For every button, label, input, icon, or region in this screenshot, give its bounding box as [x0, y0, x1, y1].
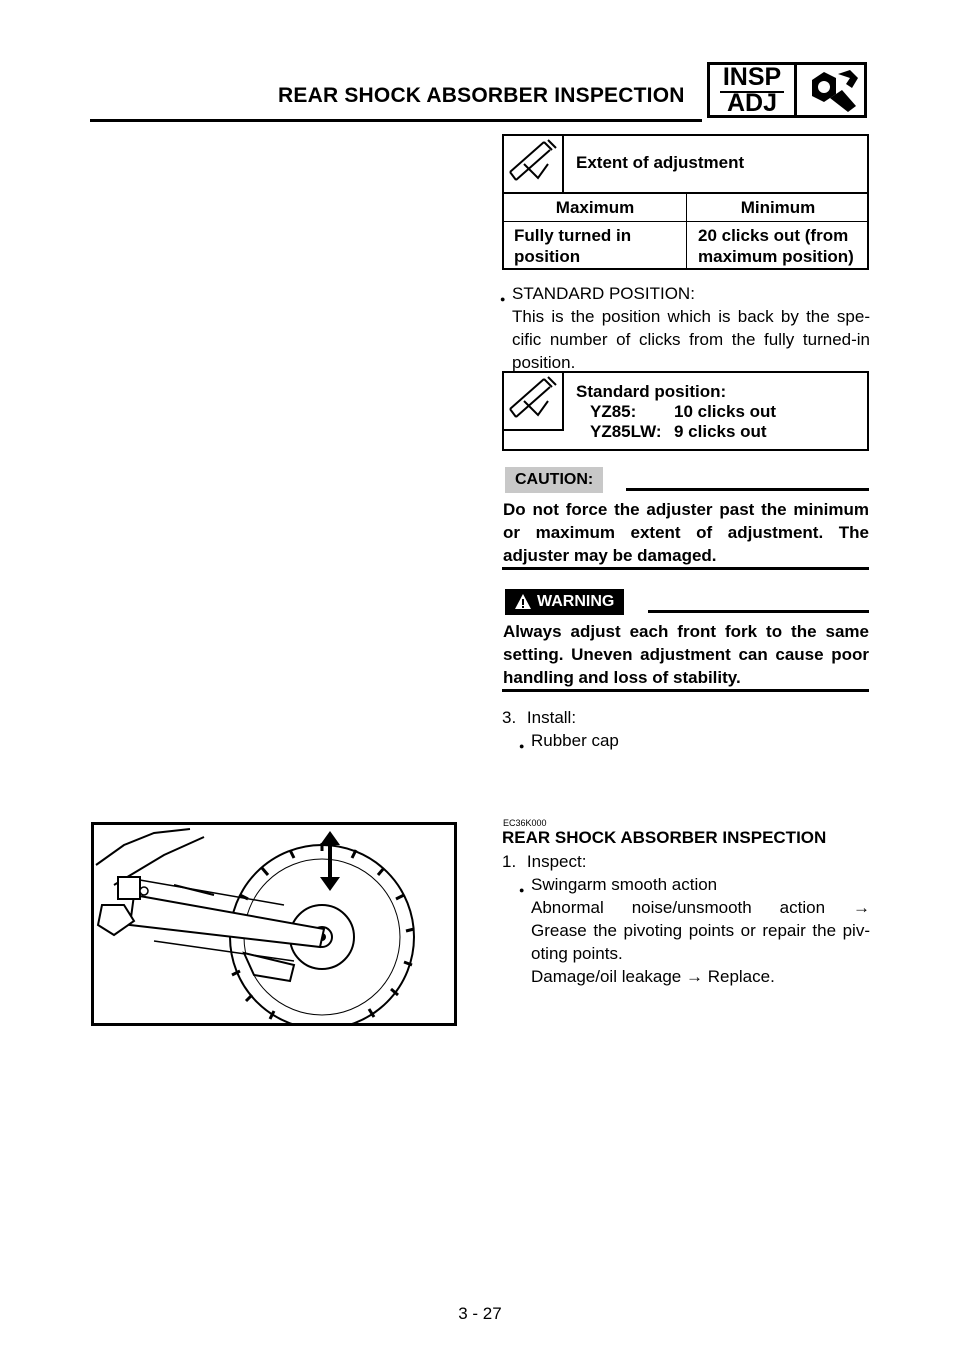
section-code: EC36K000	[503, 818, 547, 828]
illustration-drawing	[94, 825, 454, 1023]
model-value: 10 clicks out	[674, 402, 777, 421]
caliper-icon	[504, 373, 562, 429]
spec-row	[576, 402, 776, 422]
wrench-nut-icon	[802, 68, 862, 114]
inspect-step	[502, 850, 586, 873]
warning-text	[503, 620, 869, 689]
warning-triangle-icon	[514, 593, 532, 610]
warning-line: Always adjust each front fork to the same	[503, 622, 869, 641]
spec-standard-position	[502, 371, 869, 451]
inspect-line: oting points.	[531, 944, 623, 963]
spec-icon-cell	[504, 373, 564, 431]
warning-bottom-rule	[502, 689, 869, 692]
standard-heading: ● STANDARD POSITION:	[512, 282, 870, 305]
install-item: ● Rubber cap	[531, 729, 619, 752]
standard-line: This is the position which is back by the spe-	[512, 307, 870, 326]
caution-bottom-rule	[502, 567, 869, 570]
model-label: YZ85:	[590, 402, 637, 421]
inspect-line: Damage/oil leakage → Replace.	[531, 967, 775, 986]
spec-title: Extent of adjustment	[576, 153, 745, 172]
max-value-line: Fully turned in	[514, 226, 632, 245]
standard-line: cific number of clicks from the fully turned-in	[512, 330, 870, 349]
arrow-symbol: →	[852, 898, 870, 917]
insp-adj-badge	[707, 62, 867, 118]
badge-bottom-label: ADJ	[726, 89, 777, 117]
col-maximum-header: Maximum	[555, 198, 635, 217]
step-label: Install:	[526, 708, 577, 727]
warning-line: setting. Uneven adjustment can cause poor	[503, 645, 869, 664]
warning-line: handling and loss of stability.	[503, 668, 741, 687]
caution-line: adjuster may be damaged.	[503, 546, 717, 565]
step-number: 1.	[502, 852, 517, 871]
page-title: REAR SHOCK ABSORBER INSPECTION	[278, 84, 685, 107]
max-value-line: position	[514, 247, 581, 266]
warning-top-rule	[648, 610, 869, 613]
swingarm-rear-wheel-illustration	[91, 822, 457, 1026]
install-step	[502, 706, 576, 729]
caution-line: Do not force the adjuster past the minimum	[503, 500, 869, 519]
caliper-icon	[504, 136, 562, 192]
section-title: REAR SHOCK ABSORBER INSPECTION	[502, 828, 827, 847]
inspect-item: ● Swingarm smooth action	[531, 873, 717, 896]
max-value	[514, 225, 631, 267]
page-number: 3 - 27	[458, 1304, 502, 1323]
inspect-word: action	[779, 898, 826, 917]
header-rule	[90, 119, 702, 122]
step-label: Inspect:	[526, 852, 587, 871]
standard-spec-text	[576, 382, 776, 442]
caution-line: or maximum extent of adjustment. The	[503, 523, 869, 542]
caution-text	[503, 498, 869, 567]
spec-row	[576, 422, 776, 442]
standard-position-block	[512, 282, 870, 374]
min-value	[698, 225, 854, 267]
inspect-details	[531, 896, 870, 988]
inspect-line: Grease the pivoting points or repair the piv-	[531, 921, 870, 940]
min-value-line: 20 clicks out (from	[698, 226, 849, 245]
inspect-word: Abnormal	[531, 898, 604, 917]
badge-top-label: INSP	[722, 63, 782, 91]
spec-extent-of-adjustment	[502, 134, 869, 270]
col-minimum-header: Minimum	[740, 198, 816, 217]
min-value-line: maximum position)	[698, 247, 854, 266]
standard-spec-title: Standard position:	[576, 382, 727, 401]
badge-separator	[794, 65, 797, 115]
model-label: YZ85LW:	[590, 422, 662, 441]
spec-col-divider	[686, 194, 687, 270]
inspect-line	[531, 896, 870, 919]
spec-icon-cell	[504, 136, 564, 194]
standard-line: position.	[512, 353, 576, 372]
model-value: 9 clicks out	[674, 422, 767, 441]
caution-top-rule	[626, 488, 869, 491]
step-number: 3.	[502, 708, 517, 727]
inspect-word: noise/unsmooth	[631, 898, 752, 917]
warning-label	[505, 589, 624, 615]
warning-label-text: WARNING	[537, 593, 615, 610]
caution-label: CAUTION:	[505, 467, 603, 493]
